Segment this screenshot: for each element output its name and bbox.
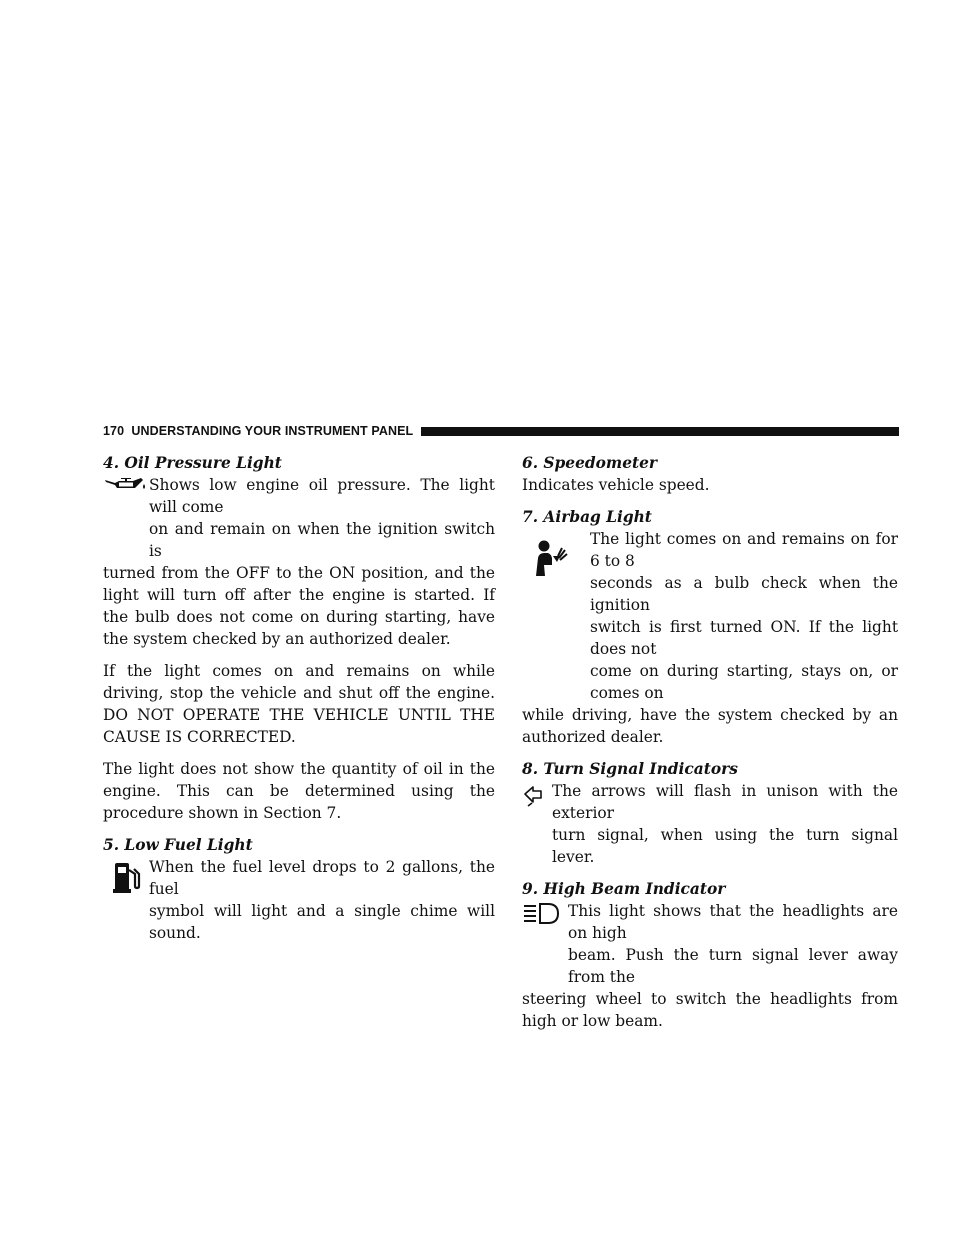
fuel-pump-icon <box>103 860 149 896</box>
fuel-paragraph <box>103 856 495 944</box>
oil-paragraph-1 <box>103 474 495 650</box>
highbeam-continuation: steering wheel to switch the headlights from high or low beam. <box>522 990 898 1030</box>
highbeam-paragraph <box>522 900 898 1032</box>
airbag-paragraph <box>522 528 898 748</box>
airbag-continuation: while driving, have the system checked by an authorized dealer. <box>522 706 898 746</box>
section-title-airbag: 7. Airbag Light <box>522 508 652 526</box>
section-speedometer <box>522 452 898 496</box>
header-rule <box>421 427 899 436</box>
airbag-icon <box>522 536 590 586</box>
airbag-indented-line-2: seconds as a bulb check when the ignition <box>590 574 898 614</box>
section-title-speedometer: 6. Speedometer <box>522 454 657 472</box>
turn-indented-line-2: turn signal, when using the turn signal lever. <box>552 826 898 866</box>
fuel-indented-line-2: symbol will light and a single chime will sound. <box>149 902 495 942</box>
section-high-beam-indicator <box>522 878 898 1032</box>
section-title-turn-signal: 8. Turn Signal Indicators <box>522 760 738 778</box>
section-title-oil-pressure: 4. Oil Pressure Light <box>103 454 282 472</box>
oil-indented-line-1: Shows low engine oil pressure. The light will come <box>149 476 495 516</box>
section-title: UNDERSTANDING YOUR INSTRUMENT PANEL <box>131 424 414 438</box>
section-title-high-beam: 9. High Beam Indicator <box>522 880 726 898</box>
section-low-fuel-light <box>103 834 495 944</box>
oil-paragraph-2: If the light comes on and remains on while driving, stop the vehicle and shut off the engine. DO NOT OPERATE THE VEHICLE UNTIL THE CAUSE IS CORRECTED. <box>103 662 495 746</box>
page-number: 170 <box>103 424 125 438</box>
oil-can-icon <box>103 474 149 494</box>
turn-paragraph <box>522 780 898 868</box>
oil-continuation: turned from the OFF to the ON position, and the light will turn off after the engine is started. If the bulb does not come on during starting, have the system checked by an authorized dealer. <box>103 564 495 648</box>
airbag-indented-line-1: The light comes on and remains on for 6 to 8 <box>590 530 898 570</box>
oil-indented-line-2: on and remain on when the ignition switch is <box>149 520 495 560</box>
airbag-indented-line-4: come on during starting, stays on, or comes on <box>590 662 898 702</box>
speedometer-text: Indicates vehicle speed. <box>522 476 710 494</box>
left-column <box>103 452 495 944</box>
turn-indented-line-1: The arrows will flash in unison with the exterior <box>552 782 898 822</box>
section-airbag-light <box>522 506 898 748</box>
section-turn-signal-indicators <box>522 758 898 868</box>
header-text <box>103 424 413 438</box>
section-title-low-fuel: 5. Low Fuel Light <box>103 836 253 854</box>
highbeam-indented-line-1: This light shows that the headlights are on high <box>568 902 898 942</box>
highbeam-indented-line-2: beam. Push the turn signal lever away from the <box>568 946 898 986</box>
fuel-indented-line-1: When the fuel level drops to 2 gallons, the fuel <box>149 858 495 898</box>
oil-paragraph-3: The light does not show the quantity of oil in the engine. This can be determined using the procedure shown in Section 7. <box>103 760 495 822</box>
right-column <box>522 452 898 1032</box>
airbag-indented-line-3: switch is first turned ON. If the light does not <box>590 618 898 658</box>
section-oil-pressure-light <box>103 452 495 824</box>
page-header <box>103 423 899 439</box>
turn-signal-arrow-icon <box>522 783 552 807</box>
high-beam-icon <box>522 902 568 928</box>
